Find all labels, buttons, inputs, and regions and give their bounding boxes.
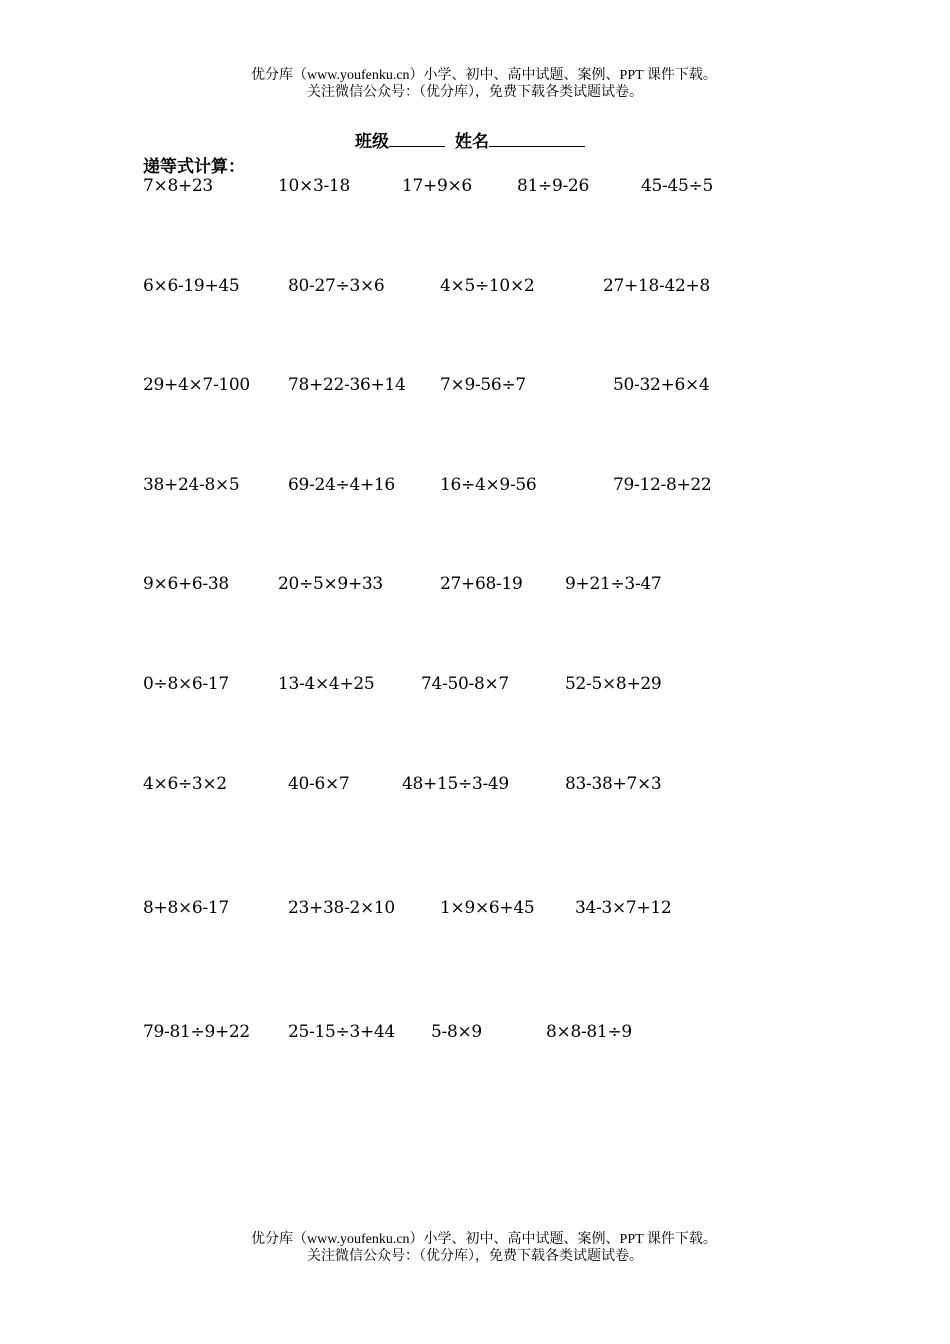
- expression: 16÷4×9-56: [440, 475, 537, 495]
- expression: 25-15÷3+44: [288, 1022, 395, 1042]
- expression: 17+9×6: [402, 176, 472, 196]
- expression: 5-8×9: [431, 1022, 482, 1042]
- page-footer: [0, 1231, 950, 1265]
- expression: 79-81÷9+22: [143, 1022, 250, 1042]
- expression: 52-5×8+29: [565, 674, 662, 694]
- expression: 4×6÷3×2: [143, 774, 227, 794]
- footer-line-1: 优分库（www.youfenku.cn）小学、初中、高中试题、案例、PPT 课件下载。: [251, 1232, 717, 1247]
- class-blank: [389, 132, 445, 147]
- expression: 78+22-36+14: [288, 375, 406, 395]
- expression: 80-27÷3×6: [288, 276, 385, 296]
- expression: 8×8-81÷9: [546, 1022, 632, 1042]
- expression: 8+8×6-17: [143, 898, 229, 918]
- expression: 9+21÷3-47: [565, 574, 662, 594]
- expression: 0÷8×6-17: [143, 674, 229, 694]
- expression: 7×9-56÷7: [440, 375, 526, 395]
- expression: 27+18-42+8: [603, 276, 710, 296]
- expression: 9×6+6-38: [143, 574, 229, 594]
- expression: 38+24-8×5: [143, 475, 240, 495]
- expression: 48+15÷3-49: [402, 774, 509, 794]
- section-title: 递等式计算：: [143, 157, 245, 177]
- expression: 27+68-19: [440, 574, 523, 594]
- expression: 34-3×7+12: [575, 898, 672, 918]
- footer-line-2: 关注微信公众号：（优分库），免费下载各类试题试卷。: [307, 1249, 643, 1264]
- expression: 83-38+7×3: [565, 774, 662, 794]
- header-line-1: 优分库（www.youfenku.cn）小学、初中、高中试题、案例、PPT 课件下载。: [251, 68, 717, 83]
- expression: 23+38-2×10: [288, 898, 395, 918]
- expression: 74-50-8×7: [421, 674, 509, 694]
- expression: 7×8+23: [143, 176, 213, 196]
- name-label: 姓名: [455, 132, 489, 152]
- expression: 45-45÷5: [641, 176, 713, 196]
- expression: 4×5÷10×2: [440, 276, 535, 296]
- expression: 40-6×7: [288, 774, 350, 794]
- expression: 29+4×7-100: [143, 375, 250, 395]
- class-label: 班级: [355, 132, 389, 152]
- class-name-line: [355, 127, 585, 152]
- name-blank: [489, 132, 585, 147]
- expression: 10×3-18: [278, 176, 350, 196]
- expression: 69-24÷4+16: [288, 475, 395, 495]
- expression: 79-12-8+22: [613, 475, 712, 495]
- page-header: [0, 67, 950, 101]
- expression: 1×9×6+45: [440, 898, 535, 918]
- expression: 13-4×4+25: [278, 674, 375, 694]
- expression: 50-32+6×4: [613, 375, 710, 395]
- expression: 6×6-19+45: [143, 276, 240, 296]
- header-line-2: 关注微信公众号：（优分库），免费下载各类试题试卷。: [307, 85, 643, 100]
- expression: 20÷5×9+33: [278, 574, 383, 594]
- expression: 81÷9-26: [517, 176, 589, 196]
